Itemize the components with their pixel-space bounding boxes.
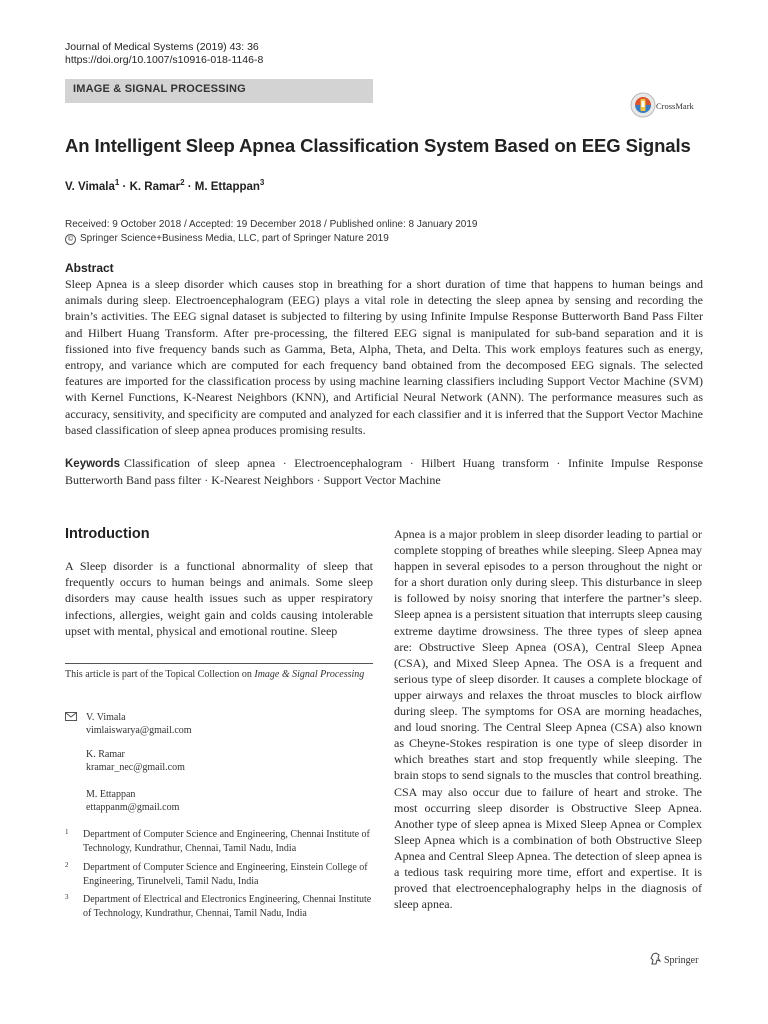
contact-entry bbox=[86, 788, 179, 814]
topical-collection-name[interactable]: Image & Signal Processing bbox=[254, 669, 365, 680]
doi-link[interactable]: https://doi.org/10.1007/s10916-018-1146-8 bbox=[65, 54, 264, 66]
keywords bbox=[65, 455, 703, 488]
envelope-icon bbox=[65, 712, 77, 721]
contact-entry bbox=[86, 711, 192, 737]
article-title: An Intelligent Sleep Apnea Classification System Based on EEG Signals bbox=[65, 135, 691, 156]
copyright-text: Springer Science+Business Media, LLC, part of Springer Nature 2019 bbox=[80, 233, 389, 244]
author-list bbox=[65, 178, 264, 193]
author-affil-ref: 2 bbox=[180, 178, 185, 187]
abstract-body: Sleep Apnea is a sleep disorder which causes stop in breathing for a short duration of time that happens to human beings and animals during sleep. Electroencephalogram (EEG) plays a vital role in detecting the sleep apnea by sensing and recording the brain’s activities. The EEG signal dataset is subjected to filtering by using Infinite Impulse Response Butterworth Band Pass Filter and Hilbert Huang Transform. After pre-processing, the filtered EEG signal is manipulated for sub-band separation and it is fissioned into five frequency bands such as Gamma, Beta, Alpha, Theta, and Delta. This work employs features such as energy, entropy, and variance which are computed for each frequency band obtained from the decomposed EEG signals. The selected features are imported for the classification process by using machine learning classifiers including Support Vector Machine (SVM) with Kernel Functions, K-Nearest Neighbors (KNN), and Artificial Neural Network (ANN). The performance measures such as accuracy, sensitivity, and specificity are computed and analyzed for each classifier and it is inferred that the Support Vector Machine based classification of sleep apnea produces promising results. bbox=[65, 277, 703, 437]
introduction-right-column: Apnea is a major problem in sleep disorder leading to partial or complete stopping of breathes while sleeping. Sleep Apnea may happen in several episodes to a person throughout the night or for a short duration only during sleep. This disturbance in sleep is followed by noisy snoring that interfere the partner’s sleep. Sleep apnea is a persistent situation that interrupts sleep causing extreme daytime drowsiness. The three types of sleep apnea are: Obstructive Sleep Apnea (OSA), Central Sleep Apnea (CSA), and Mixed Sleep Apnea. The OSA is a frequent and serious type of sleep disorder. It causes a complete blockage of upper airways and relaxes the throat muscles to block airflow during sleep. The symptoms for OSA are morning headaches, and loud snoring. The Central Sleep Apnea (CSA) also known as Cheyne-Stokes respiration is one type of sleep disorder in which breathes start and stop frequently while sleeping. The brain stops to send signals to the muscles that control breathing. CSA may also occur due to failure of heart and stroke. The most occurring sleep disorder is Obstructive Sleep Apnea. Another type of sleep apnea is Mixed Sleep Apnea or Complex Sleep Apnea which is a combination of both Obstructive Sleep Apnea and Central Sleep Apnea. The detection of sleep apnea is a tedious task requiring more time, effort and expertise. It is proved that electroencephalography helps in the diagnosis of sleep apnea. bbox=[394, 527, 702, 912]
topical-prefix: This article is part of the Topical Collection on bbox=[65, 669, 255, 680]
springer-horse-icon bbox=[650, 952, 661, 965]
keywords-text: Classification of sleep apnea · Electroencephalogram · Hilbert Huang transform · Infinite Impulse Response Butterworth Band pass filter · K-Nearest Neighbors · Support Vector Machine bbox=[65, 456, 703, 487]
publication-dates: Received: 9 October 2018 / Accepted: 19 December 2018 / Published online: 8 January 2019 bbox=[65, 219, 478, 230]
author-separator: · bbox=[184, 180, 195, 193]
topical-collection-note bbox=[65, 663, 373, 682]
affiliation-text: Department of Electrical and Electronics Engineering, Chennai Institute of Technology, Kundrathur, Chennai, Tamil Nadu, India bbox=[83, 894, 372, 919]
crossmark-icon bbox=[630, 92, 656, 118]
affiliation-text: Department of Computer Science and Engineering, Chennai Institute of Technology, Kundrathur, Chennai, Tamil Nadu, India bbox=[83, 829, 370, 854]
contact-email[interactable]: kramar_nec@gmail.com bbox=[86, 762, 185, 773]
affiliation-number: 1 bbox=[65, 828, 69, 836]
contact-email[interactable]: ettappanm@gmail.com bbox=[86, 802, 180, 813]
author-affil-ref: 1 bbox=[114, 178, 120, 187]
publisher-name: Springer bbox=[664, 955, 699, 966]
contact-name: K. Ramar bbox=[86, 749, 125, 760]
contact-name: V. Vimala bbox=[86, 712, 126, 723]
author-name[interactable]: K. Ramar bbox=[129, 180, 181, 193]
copyright-line bbox=[65, 232, 389, 246]
affiliation-number: 3 bbox=[65, 893, 69, 901]
abstract-heading: Abstract bbox=[65, 261, 114, 275]
author-separator: · bbox=[119, 180, 130, 193]
crossmark-label: CrossMark bbox=[656, 101, 694, 111]
publisher-logo bbox=[650, 952, 698, 966]
keywords-label: Keywords bbox=[65, 458, 120, 470]
affiliation-text: Department of Computer Science and Engineering, Einstein College of Engineering, Tirunelveli, Tamil Nadu, India bbox=[83, 862, 368, 887]
author-name[interactable]: V. Vimala bbox=[65, 180, 115, 193]
section-label: IMAGE & SIGNAL PROCESSING bbox=[73, 83, 246, 95]
contact-email[interactable]: vimlaiswarya@gmail.com bbox=[86, 725, 192, 736]
author-name[interactable]: M. Ettappan bbox=[194, 180, 260, 193]
section-banner bbox=[65, 79, 373, 103]
introduction-heading: Introduction bbox=[65, 526, 150, 542]
crossmark-badge[interactable] bbox=[630, 92, 710, 122]
affiliation-number: 2 bbox=[65, 861, 69, 869]
copyright-icon: © bbox=[65, 234, 76, 245]
author-affil-ref: 3 bbox=[259, 178, 265, 187]
introduction-left-column: A Sleep disorder is a functional abnormality of sleep that frequently occurs to human beings and animals. Some sleep disorders may cause health issues such as upper respiratory infections, allergies, weight gain and colds causing intolerable upset with mental, physical and emotional routine. Sleep bbox=[65, 559, 373, 638]
journal-citation: Journal of Medical Systems (2019) 43: 36 bbox=[65, 41, 259, 53]
journal-header bbox=[65, 41, 263, 67]
contact-name: M. Ettappan bbox=[86, 789, 136, 800]
contact-entry bbox=[86, 748, 185, 774]
